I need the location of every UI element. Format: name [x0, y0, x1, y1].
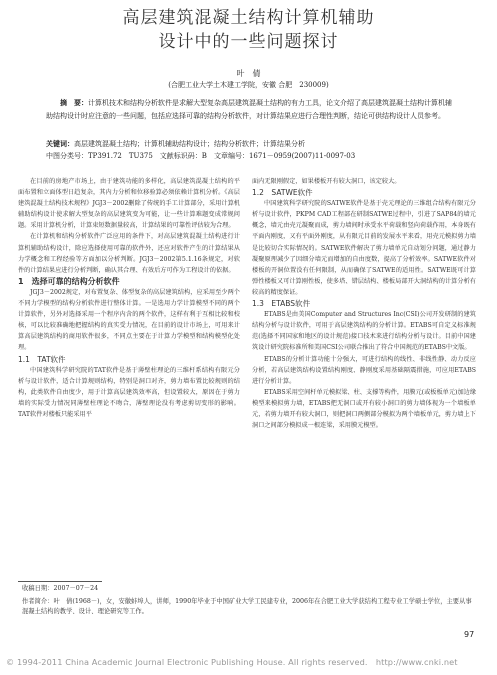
body-paragraph: ETABS采用空间杆单元模拟梁、柱、支撑等构件，用膜元(或板板单元)加边缘模型来模拟剪力墙，ETABS把无洞口或开有较小洞口的剪力墙体视为一个墙板单元，若剪力墙开有较大洞口，则把洞口两侧部分模拟为两个墙板单元，剪力墙上下洞口之间部分模拟成一根连梁，采用膜元模型。	[252, 388, 477, 430]
section-heading-1-1: 1.1 TAT软件	[18, 354, 66, 364]
received-value: 2007－07－24	[53, 585, 99, 592]
section-heading-1: 1 选择可靠的结构分析软件	[18, 276, 120, 286]
body-paragraph: ETABS的分析计算功能十分强大，可进行结构的线性、非线性静、动力反应分析，若高层建筑结构设置结构刚度、静刚度采用基础隔震措施，可应用ETABS进行分析计算。	[252, 355, 476, 385]
paper-title-line2: 设计中的一些问题探讨	[158, 32, 339, 52]
keywords-label: 关键词：	[46, 139, 74, 148]
left-column	[18, 176, 240, 420]
received-label: 收稿日期：	[22, 585, 54, 592]
author-name: 叶 倩	[236, 69, 261, 78]
abstract-text: 计算机技术和结构分析软件是求解大型复杂高层建筑混凝土结构的有力工具，论文介绍了高层建筑混凝土结构计算机辅助结构设计时应注意的一些问题，包括应选择可靠的结构分析软件，对计算结果应进行合理性判断，结论可供结构设计人员参考。	[46, 99, 452, 120]
body-paragraph: 在目前的房地产市场上，由于建筑功能的多样化，高层建筑混凝土结构的平面布置和立面体型日趋复杂，其内力分析和位移验算必须依赖计算机分析。《高层建筑混凝土结构技术规程》JGJ3－2002删除了传统的手工计算部分，采用计算机辅助结构设计使求解大型复杂的高层建筑变为可能，让一些计算难题变成常规问题。采用计算机分析，计算束短数据量较高，计算结果的可靠性评估较为合理。	[18, 178, 240, 230]
classification-line: 中图分类号：TP391.72 TU375 文献标识码：B 文章编号：1671－0959(2007)11-0097-03	[46, 152, 356, 160]
section-heading-1-2: 1.2 SATWE软件	[252, 188, 313, 198]
body-paragraph: 中国建筑科学研究院的SATWE软件是基于壳元理论的三维组合结构有限元分析与设计软件，PKPM CAD工程部在研制SATWE过程中，引进了SAP84的墙元概念，墙元由壳元凝聚而成，剪力墙间时承受水平荷载和竖向荷载作用，本身既有平面内刚度，又有平面外刚度，从有限元目前的发展水平来看，用壳元模拟剪力墙是比较切合实际情况的。SATWE软件解决了剪力墙单元自动划分问题，通过静力凝聚原理减少了因细分墙元而增加的自由度数，提高了分析效率。SATWE软件对楼板的开洞位置没有任何限制，从而确保了SATWE的适用性。SATWE既可计算弹性楼板又可计算刚性板，使多塔、错层结构、楼板局部开大洞结构的计算分析有较高的精度保证。	[252, 200, 476, 296]
author-bio	[22, 597, 477, 617]
page-number: 97	[464, 630, 475, 639]
body-paragraph: 中国建筑科学研究院的TAT软件是基于薄壁柱理论的三维杆系结构有限元分析与设计软件，适合计算规则结构，特别是洞口对齐，剪力墙布置比较规则的结构，此类软件自由度少，用于计算高层建筑效率高，但设置较大，原因在于剪力墙的实际受力情况同薄壁柱理论不吻合，薄壁理论没有考虑剪切变形的影响。TAT软件对楼板只能采用平	[18, 366, 240, 418]
right-column	[252, 176, 476, 431]
keywords-text: 高层建筑混凝土结构；计算机辅助结构设计；结构分析软件；计算结果分析	[74, 140, 305, 148]
author-affiliation: (合肥工业大学土木建工学院，安徽 合肥 230009)	[168, 81, 329, 89]
body-paragraph: 在计算机和结构分析软件广泛应用的条件下，对高层建筑混凝土结构进行计算机辅助结构设计，除应选择使用可靠的软件外，还应对软件产生的计算结果从力学概念和工程经验等方面加以分析判断。JGJ3－2002第5.1.16条规定，对软件的计算结果应进行分析判断，确认其合理、有效后方可作为工程设计的依据。	[18, 233, 240, 274]
abstract	[46, 97, 458, 122]
section-heading-1-3: 1.3 ETABS软件	[252, 299, 311, 309]
author-bio-label: 作者简介：	[22, 598, 54, 605]
body-paragraph: JGJ3－2002规定，对布置复杂、体型复杂的高层建筑结构，应采用至少两个不同力学模型的结构分析软件进行整体计算。一是选用力学计算模型不同的两个计算软件，另外对选择采用一个程序内含的两个软件，这样有利于互相比较和校核，可以比较准确地把握结构的真实受力情况，在目前的设计市场上，可用来计算高层建筑结构的商用软件很多，不同点主要在于计算力学模型和结构模型化处理。	[18, 288, 240, 352]
body-paragraph: 面内无限刚假定，如果楼板开有较大洞口，该定较大。	[252, 178, 401, 185]
copyright-footer: © 1994-2011 China Academic Journal Electronic Publishing House. All rights reserved. http://www.cnki.net	[6, 657, 458, 667]
author-bio-text: 叶 倩(1968－)，女，安徽蚌埠人，讲师，1990年毕业于中国矿业大学工民建专业，2006年在合肥工业大学获结构工程专业工学硕士学位，主要从事混凝土结构的教学、设计、理论研究等工作。	[22, 598, 472, 615]
body-paragraph: ETABS是由美国Computer and Structures Inc(CSI)公司开发研制的建筑结构分析与设计软件，可用于高层建筑结构的分析计算。ETABS可自定义标准规范(选择不同国家和地区的设计规范)接口技术来进行结构分析与设计。目前中国建筑设计研究院标准所和美国CSI公司联合推出了符合中国规范的ETABS中文版。	[252, 311, 476, 352]
keywords	[46, 138, 458, 150]
paper-title-line1: 高层建筑混凝土结构计算机辅助	[122, 8, 375, 28]
abstract-label: 摘 要：	[60, 98, 88, 107]
received-date	[22, 584, 477, 594]
footnote-rule	[18, 581, 102, 582]
